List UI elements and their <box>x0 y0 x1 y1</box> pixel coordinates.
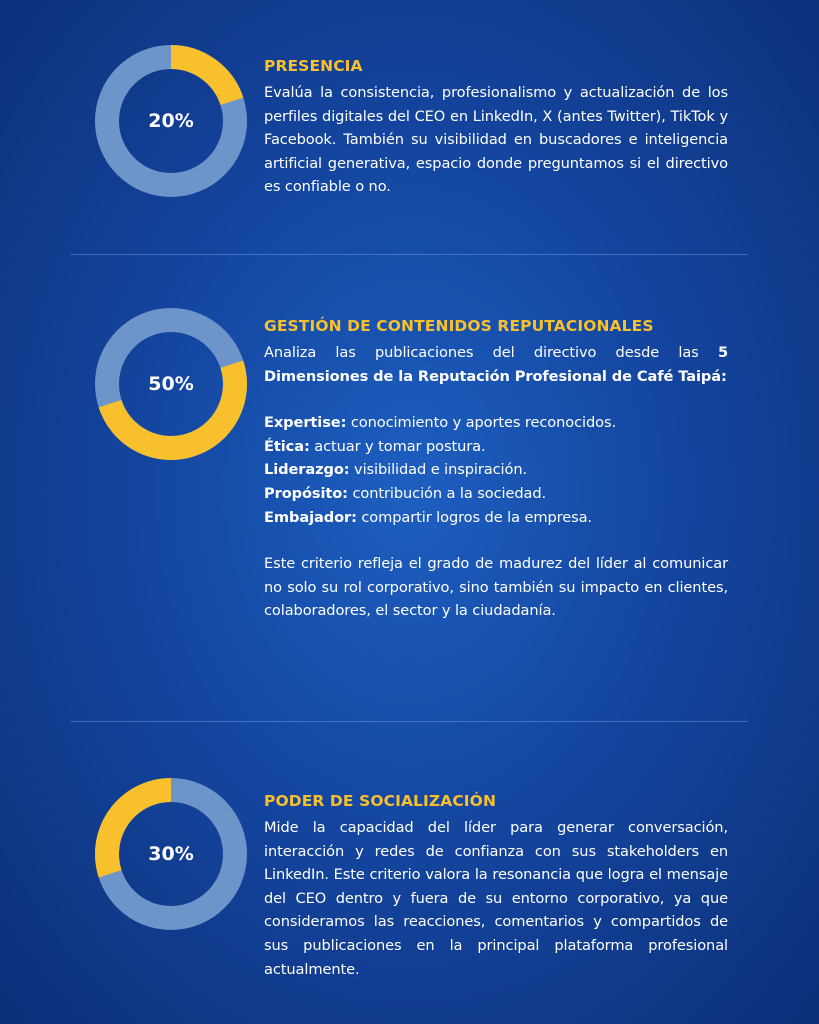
section-body: Evalúa la consistencia, profesionalismo y actualización de los perfiles digitales del CEO en LinkedIn, X (antes Twitter), TikTok y Facebook. También su visibilidad en buscadores e inteligencia artificial generativa, espacio donde preguntamos si el directivo es confiable o no. <box>264 84 728 196</box>
dimension-desc: actuar y tomar postura. <box>309 437 486 455</box>
dimension-term: Ética: <box>264 437 310 455</box>
list-item <box>264 411 728 435</box>
dimension-desc: conocimiento y aportes reconocidos. <box>346 414 617 432</box>
divider <box>70 254 748 255</box>
section-intro <box>264 341 728 388</box>
percent-label: 30% <box>148 843 194 865</box>
dimension-desc: contribución a la sociedad. <box>347 484 547 502</box>
donut-chart-socializacion <box>95 778 247 930</box>
dimension-desc: compartir logros de la empresa. <box>356 508 592 526</box>
dimensions-list <box>264 411 728 529</box>
donut-chart-presencia <box>95 45 247 197</box>
percent-label: 50% <box>148 373 194 395</box>
dimension-term: Expertise: <box>264 414 347 432</box>
list-item <box>264 458 728 482</box>
dimension-desc: visibilidad e inspiración. <box>349 461 528 479</box>
section-body: Mide la capacidad del líder para generar conversación, interacción y redes de confianza con sus stakeholders en LinkedIn. Este criterio valora la resonancia que logra el mensaje del CEO dentro y fuera de su entorno corporativo, ya que consideramos las reacciones, comentarios y compartidos de sus publicaciones en la principal plataforma profesional actualmente. <box>264 819 728 978</box>
intro-text: Analiza las publicaciones del directivo desde las <box>264 344 718 361</box>
list-item <box>264 506 728 530</box>
percent-label: 20% <box>148 110 194 132</box>
divider <box>70 721 748 722</box>
intro-bold-text: 5 Dimensiones de la Reputación Profesional de Café Taipá: <box>264 344 728 385</box>
list-item <box>264 435 728 459</box>
donut-chart-gestion <box>95 308 247 460</box>
dimension-term: Propósito: <box>264 484 348 502</box>
dimension-term: Embajador: <box>264 508 357 526</box>
section-title: PODER DE SOCIALIZACIÓN <box>264 792 497 810</box>
list-item <box>264 482 728 506</box>
section-closing: Este criterio refleja el grado de madurez del líder al comunicar no solo su rol corporativo, sino también su impacto en clientes, colaboradores, el sector y la ciudadanía. <box>264 555 728 620</box>
section-title: GESTIÓN DE CONTENIDOS REPUTACIONALES <box>264 317 654 335</box>
dimension-term: Liderazgo: <box>264 461 350 479</box>
section-title: PRESENCIA <box>264 57 363 75</box>
